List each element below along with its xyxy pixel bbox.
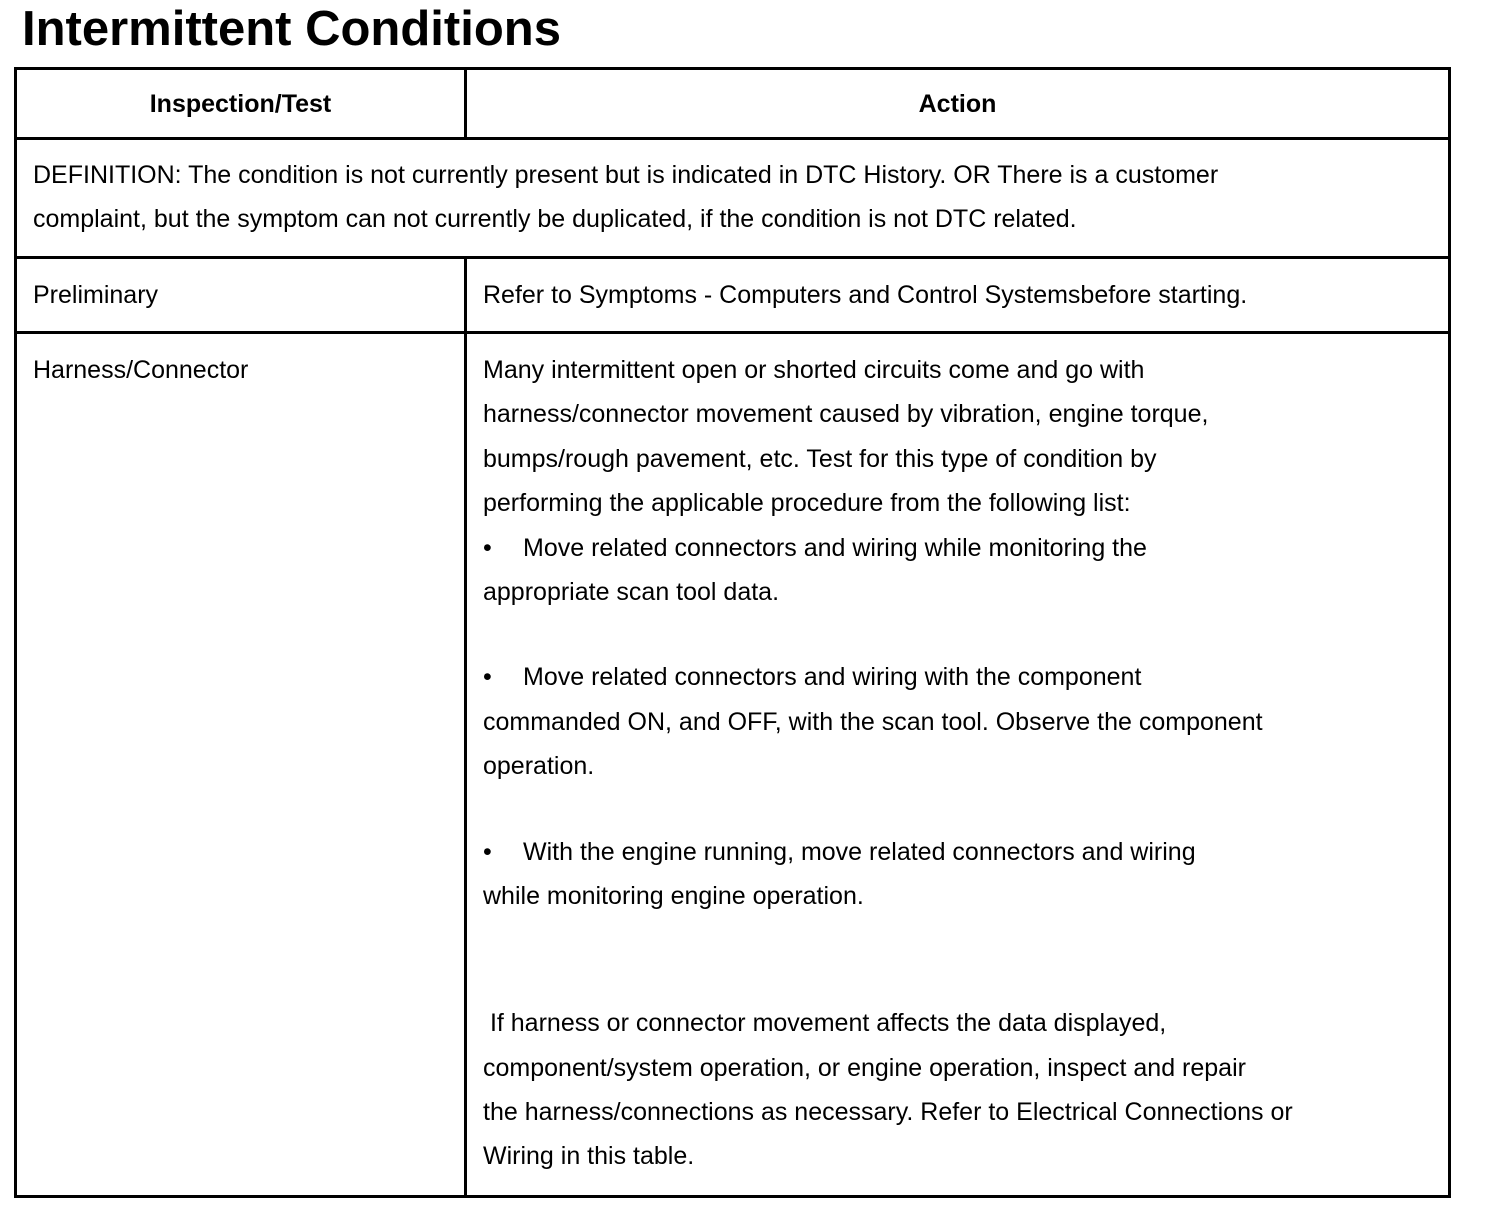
row-divider bbox=[17, 331, 1448, 334]
action-line: bumps/rough pavement, etc. Test for this type of condition by bbox=[483, 444, 1157, 473]
header-divider bbox=[17, 137, 1448, 140]
row-preliminary-action bbox=[483, 273, 1247, 317]
definition-text bbox=[33, 153, 1218, 242]
intermittent-conditions-table bbox=[14, 67, 1451, 1198]
action-line: harness/connector movement caused by vibration, engine torque, bbox=[483, 400, 1209, 429]
bullet-continuation: commanded ON, and OFF, with the scan tool. Observe the component bbox=[483, 707, 1263, 736]
bullet-text: Move related connectors and wiring with the component bbox=[523, 663, 1142, 692]
bullet-item bbox=[483, 655, 1293, 699]
definition-divider bbox=[17, 256, 1448, 259]
row-harness-connector-inspection: Harness/Connector bbox=[33, 356, 249, 384]
action-line: Many intermittent open or shorted circuits come and go with bbox=[483, 356, 1145, 384]
definition-line: DEFINITION: The condition is not currently present but is indicated in DTC History. OR There is a customer bbox=[33, 161, 1219, 189]
bullet-continuation: while monitoring engine operation. bbox=[483, 881, 864, 910]
bullet-item bbox=[483, 830, 1293, 874]
action-line: the harness/connections as necessary. Refer to Electrical Connections or bbox=[483, 1098, 1293, 1127]
definition-line: complaint, but the symptom can not currently be duplicated, if the condition is not DTC related. bbox=[33, 205, 1077, 234]
bullet-icon: • bbox=[483, 533, 492, 562]
action-line: performing the applicable procedure from the following list: bbox=[483, 489, 1131, 518]
bullet-icon: • bbox=[483, 837, 492, 866]
header-action: Action bbox=[918, 90, 997, 118]
header-inspection-test: Inspection/Test bbox=[149, 90, 332, 118]
bullet-item bbox=[483, 526, 1293, 570]
bullet-continuation: operation. bbox=[483, 752, 595, 781]
bullet-icon: • bbox=[483, 663, 492, 692]
bullet-continuation: appropriate scan tool data. bbox=[483, 577, 780, 606]
page-title: Intermittent Conditions bbox=[22, 2, 561, 56]
column-divider bbox=[464, 256, 467, 1196]
row-harness-connector-action bbox=[483, 348, 1293, 1179]
row-preliminary-inspection: Preliminary bbox=[33, 281, 159, 309]
bullet-text: Move related connectors and wiring while monitoring the bbox=[523, 533, 1147, 562]
action-line: Wiring in this table. bbox=[483, 1142, 695, 1171]
action-line: component/system operation, or engine operation, inspect and repair bbox=[483, 1053, 1246, 1082]
bullet-text: With the engine running, move related connectors and wiring bbox=[523, 837, 1196, 866]
action-line: If harness or connector movement affects the data displayed, bbox=[483, 1009, 1167, 1038]
action-line: Refer to Symptoms - Computers and Control Systemsbefore starting. bbox=[483, 281, 1248, 309]
